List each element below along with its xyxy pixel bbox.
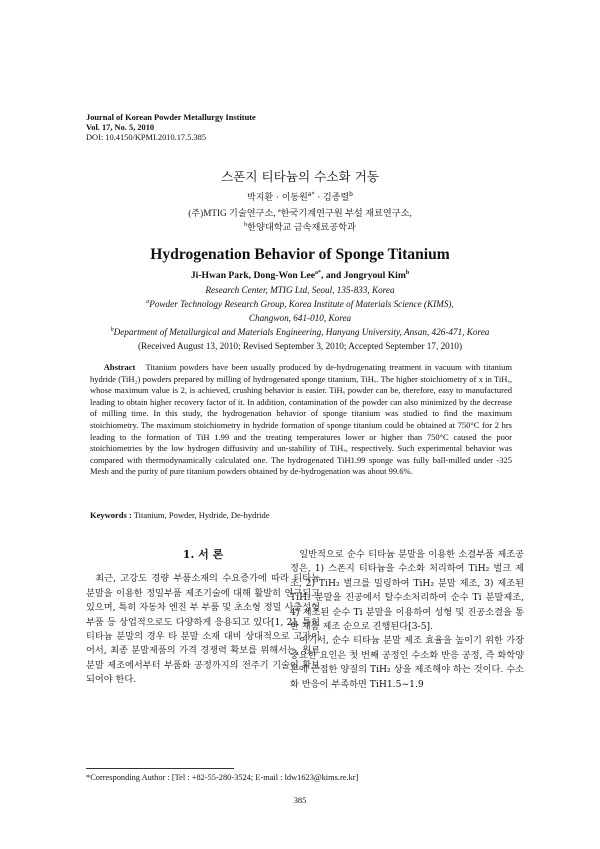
korean-affiliation-line-1: [0, 206, 600, 220]
page-number: 385: [293, 796, 307, 805]
english-affiliation-2-sup: a: [146, 298, 150, 305]
korean-author-1: 박지환 · 이동원: [247, 193, 308, 203]
received-dates: (Received August 13, 2010; Revised September 3, 2010; Accepted September 17, 2010): [137, 341, 463, 351]
english-affiliation-2-line: [0, 297, 600, 311]
body-column-left: [86, 548, 320, 688]
body-paragraph: 최근, 고강도 경량 부품소재의 수요증가에 따라 티타늄 분말을 이용한 정밀부품 제조기술에 대해 활발히 연구되고 있으며, 특히 자동차 엔진 부 부품 및 초소형 정밀 사출성형 부품 등 상업적으로도 다양하게 응용되고 있다[1, 2]. 특히 티타늄 분말의 경우 타 분말 소재 대비 상대적으로 고가이어서, 최종 분말제품의 가격 경쟁력 확보를 위해서는, 원료분말 제조에서부터 부품화 공정까지의 전주기 기술이 확보되어야 한다.: [86, 573, 320, 686]
footnote-divider: [86, 768, 234, 769]
english-affiliation-3-line: [0, 325, 600, 339]
keywords: [90, 510, 270, 520]
english-affiliation-2: Powder Technology Research Group, Korea Institute of Materials Science (KIMS),: [149, 299, 454, 309]
english-authors-b-sup: b: [405, 269, 410, 276]
english-authors-a: Ji-Hwan Park, Dong-Won Lee: [190, 270, 316, 281]
english-affiliation-3-sup: b: [110, 326, 114, 333]
korean-affiliation-1b: 한국기계연구원 부설 재료연구소,: [280, 208, 412, 218]
english-title: Hydrogenation Behavior of Sponge Titanium: [150, 246, 450, 263]
journal-header: [86, 113, 256, 143]
abstract-text: Titanium powders have been usually produced by de-hydrogenating treatment in vacuum with titanium hydride (TiH₂) powders prepared by milling of hydrogenated sponge titanium, TiHₓ. The higher stoichiometry of x in TiHₓ, whose maximum value is 2, is achieved, crushing behavior is easier. TiHₓ powder can be, therefore, easy to manufactured leading to obtain higher recovery factor of it. In addition, contamination of the powder can also minimized by the decrease of milling time. In this study, the hydrogenation behavior of sponge titanium was studied to find the maximum stoichiometry. The maximum stoichiometry in hydride formation of sponge titanium could be obtained at 750°C for 2 hrs leading to the formation of TiH 1.99 and the treating temperatures lower or higher than 750°C caused the poor stoichiometries by the low hydrogen diffusivity and un-stability of TiHₓ, respectively. Such experimental behavior was compared with thermodynamically calculated one. The hydrogenated TiH1.99 sponge was fully ball-milled under -325 Mesh and the purity of pure titanium powders obtained by de-hydrogenation was about 99.6%.: [90, 362, 512, 477]
keywords-label: Keywords :: [90, 510, 132, 520]
korean-affiliation-2-sup: b: [244, 221, 248, 228]
journal-doi: DOI: 10.4150/KPMI.2010.17.5.385: [86, 133, 207, 142]
korean-affiliations: [0, 206, 600, 234]
english-affiliation-3: Department of Metallurgical and Materials Engineering, Hanyang University, Ansan, 426-471, Korea: [113, 327, 490, 337]
korean-affiliation-1-sup: a: [277, 207, 281, 214]
english-authors-b: , and Jongryoul Kim: [321, 270, 406, 281]
english-affiliation-1: Research Center, MTIG Ltd, Seoul, 135-833, Korea: [205, 285, 395, 295]
journal-name: Journal of Korean Powder Metallurgy Institute: [86, 113, 256, 122]
body-column-right: [290, 548, 524, 692]
korean-author-2-sup: b: [349, 191, 353, 198]
journal-volume: Vol. 17, No. 5, 2010: [86, 123, 155, 132]
korean-affiliation-2: 한양대학교 금속재료공학과: [247, 222, 356, 232]
body-paragraph: 여기서, 순수 티타늄 분말 제조 효율을 높이기 위한 가장 중요한 요인은 첫 번째 공정인 수소화 반응 공정, 즉 화학양론에 근접한 양질의 TiH₂ 상을 제조해야 하는 것이다. 수소화 반응이 부족하면 TiH1.5~1.9: [290, 635, 524, 690]
corresponding-author-footnote: *Corresponding Author : [Tel : +82-55-280-3524; E-mail : ldw1623@kims.re.kr]: [86, 773, 359, 782]
keywords-text: Titanium, Powder, Hydride, De-hydride: [131, 510, 270, 520]
korean-affiliation-1: (주)MTIG 기술연구소,: [188, 208, 278, 218]
english-authors-a-sup: a*: [315, 269, 322, 276]
korean-author-1-sup: a*: [307, 191, 315, 198]
abstract: [90, 362, 512, 478]
korean-affiliation-line-2: [0, 220, 600, 234]
english-affiliation-2b: Changwon, 641-010, Korea: [248, 313, 352, 323]
section-heading-introduction: 1. 서 론: [182, 548, 224, 561]
korean-title: 스폰지 티타늄의 수소화 거동: [221, 169, 379, 184]
english-affiliations: [0, 283, 600, 353]
abstract-label: Abstract: [103, 362, 136, 372]
korean-authors: [0, 190, 600, 203]
korean-author-2: · 김종렬: [314, 193, 350, 203]
english-authors: [0, 270, 600, 281]
body-paragraph: 일반적으로 순수 티타늄 분말을 이용한 소결부품 제조공정은, 1) 스폰지 티타늄을 수소화 처리하여 TiH₂ 벌크 제조, 2) TiH₂ 벌크를 밀링하여 TiH₂ 분말 제조, 3) 제조된 TiH₂ 분말을 진공에서 탈수소처리하여 순수 Ti 분말제조, 4) 제조된 순수 Ti 분말을 이용하여 성형 및 진공소결을 통한 제품 제조 순으로 진행된다[3-5].: [290, 549, 524, 633]
